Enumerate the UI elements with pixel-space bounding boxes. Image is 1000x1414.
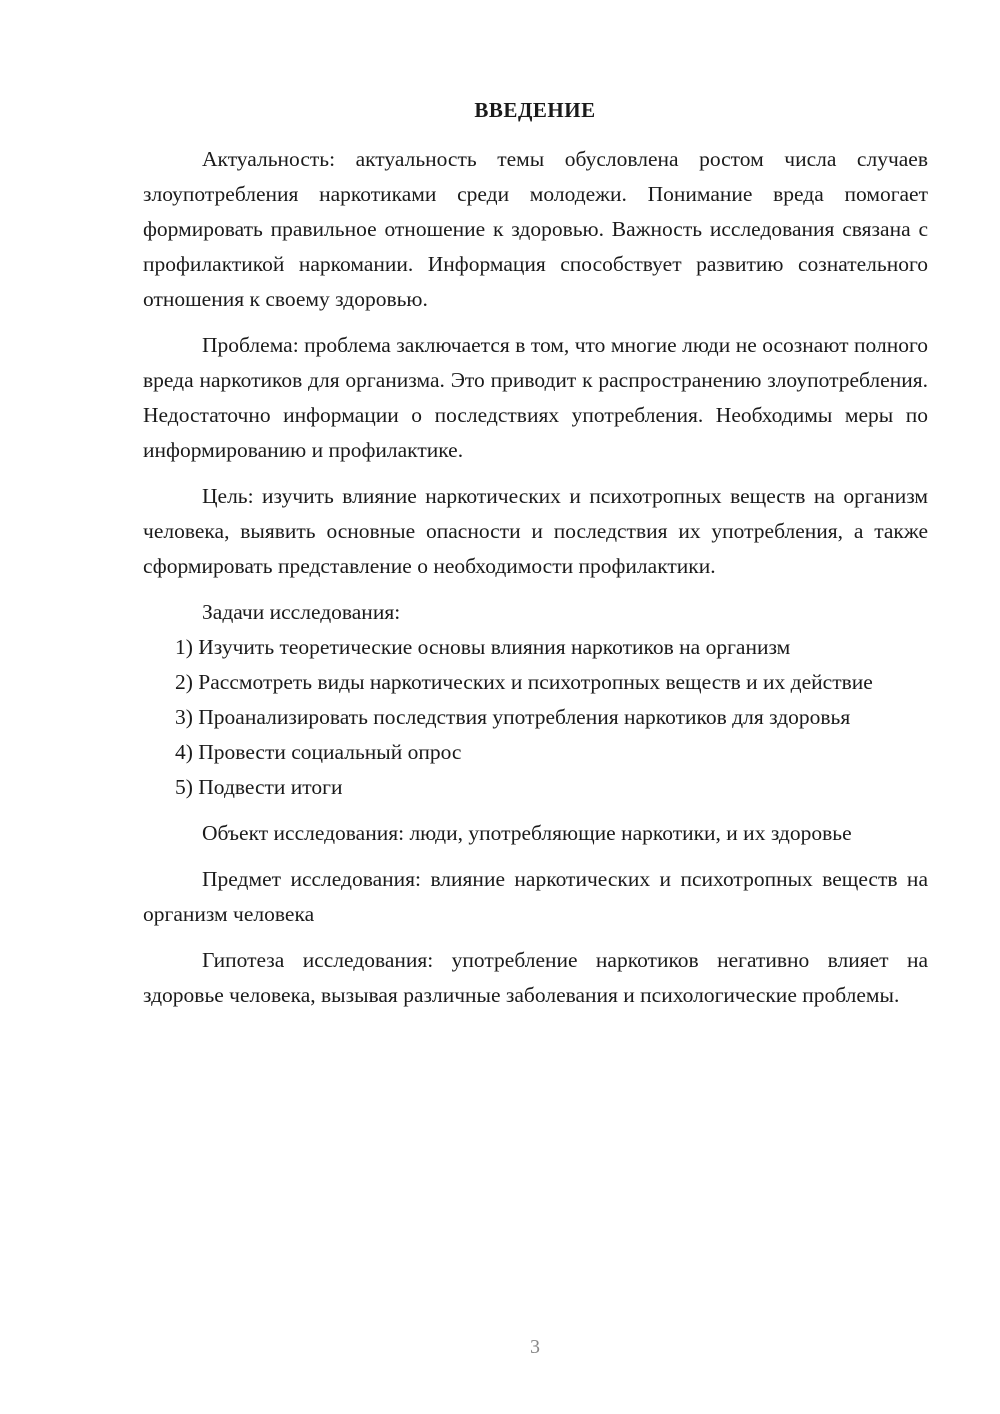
section-heading: ВВЕДЕНИЕ xyxy=(474,98,596,122)
task-item-5: 5) Подвести итоги xyxy=(175,775,343,799)
page-number: 3 xyxy=(530,1336,540,1358)
subject-paragraph: Предмет исследования: влияние наркотических и психотропных веществ на организм человека xyxy=(143,867,928,926)
task-item-3: 3) Проанализировать последствия употребления наркотиков для здоровья xyxy=(175,705,851,729)
tasks-title: Задачи исследования: xyxy=(202,600,401,624)
task-item-2: 2) Рассмотреть виды наркотических и психотропных веществ и их действие xyxy=(175,670,873,694)
hypothesis-paragraph: Гипотеза исследования: употребление наркотиков негативно влияет на здоровье человека, вызывая различные заболевания и психологические проблемы. xyxy=(143,948,928,1007)
relevance-paragraph: Актуальность: актуальность темы обусловлена ростом числа случаев злоупотребления наркотиками среди молодежи. Понимание вреда помогает формировать правильное отношение к здоровью. Важность исследования связана с профилактикой наркомании. Информация способствует развитию сознательного отношения к своему здоровью. xyxy=(143,147,928,311)
object-paragraph: Объект исследования: люди, употребляющие наркотики, и их здоровье xyxy=(202,821,852,845)
task-item-4: 4) Провести социальный опрос xyxy=(175,740,462,764)
document-body xyxy=(143,142,928,1013)
task-item-1: 1) Изучить теоретические основы влияния наркотиков на организм xyxy=(175,635,791,659)
goal-paragraph: Цель: изучить влияние наркотических и психотропных веществ на организм человека, выявить основные опасности и последствия их употребления, а также сформировать представление о необходимости профилактики. xyxy=(143,484,928,578)
problem-paragraph: Проблема: проблема заключается в том, что многие люди не осознают полного вреда наркотиков для организма. Это приводит к распространению злоупотребления. Недостаточно информации о последствиях употребления. Необходимы меры по информированию и профилактике. xyxy=(143,333,928,462)
